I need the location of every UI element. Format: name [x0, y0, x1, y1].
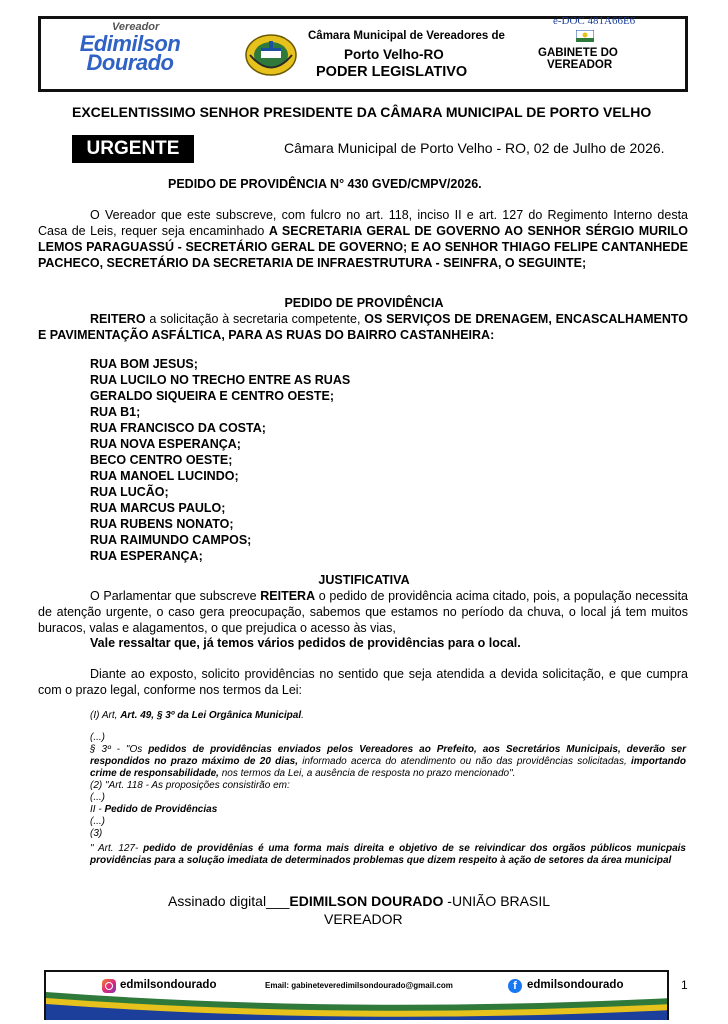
street-item: RUA FRANCISCO DA COSTA; — [90, 421, 266, 435]
justification-paragraph: O Parlamentar que subscreve REITERA o pedido de providência acima citado, pois, a população necessita de atenção urgente, o caso gera preocupação, sabemos que estamos no período da chuva, o local já tem muitos buracos, valas e alagamentos, o que prejudica o acesso às vias, — [38, 589, 688, 635]
law-reference-1: (I) Art, Art. 49, § 3º da Lei Orgânica Municipal. — [90, 710, 304, 721]
street-item: RUA LUCÃO; — [90, 485, 169, 499]
conclusion-paragraph: Diante ao exposto, solicito providências no sentido que seja atendida a devida solicitação, e que cumpra com o prazo legal, conforme nos termos da Lei: — [38, 667, 688, 697]
law-reference-3: (3) — [90, 828, 103, 839]
chamber-seal-icon — [244, 32, 298, 78]
flag-swoosh-icon — [46, 988, 669, 1020]
addressee: EXCELENTISSIMO SENHOR PRESIDENTE DA CÂMARA MUNICIPAL DE PORTO VELHO — [72, 104, 652, 120]
logo-subtitle: Vereador — [112, 21, 160, 33]
street-item: RUA LUCILO NO TRECHO ENTRE AS RUAS — [90, 373, 351, 387]
section-title-justification: JUSTIFICATIVA — [318, 573, 410, 587]
street-item: RUA MARCUS PAULO; — [90, 501, 226, 515]
intro-paragraph: O Vereador que este subscreve, com fulcro no art. 118, inciso II e art. 127 do Regimento Interno desta Casa de Leis, requer seja encaminhado A SECRETARIA GERAL DE GOVERNO AO SENHOR SÉRGIO MURILO LEMOS PARAGUASSÚ - SECRETÁRIO GERAL DE GOVERNO; E AO SENHOR THIAGO FELIPE CANTANHEDE PACHECO, SECRETÁRIO DA SECRETARIA DE INFRAESTRUTURA - SEINFRA, O SEGUINTE; — [38, 208, 689, 270]
office-label-2: VEREADOR — [547, 59, 613, 71]
law-text-art-127: " Art. 127- pedido de providênias é uma forma mais direita e objetivo de se reivindicar dos orgãos públicos municpais providências para a solução imediata de determinados problemas que dizem respeito à ação de setores da área municipal — [90, 843, 686, 866]
street-item: RUA RAIMUNDO CAMPOS; — [90, 533, 252, 547]
signature-line: Assinado digital___EDIMILSON DOURADO -UNIÃO BRASIL — [168, 893, 551, 909]
law-text-paragraph-3: § 3º - "Os pedidos de providências enviados pelos Vereadores ao Prefeito, aos Secretários Municipais, deverão ser respondidos no prazo máximo de 20 dias, informado acerca do atendimento ou não das providências solicitadas, importando crime de responsabilidade, nos termos da Lei, a ausência de resposta no prazo mencionado". — [90, 744, 687, 779]
city-flag-icon — [576, 30, 594, 42]
street-item: BECO CENTRO OESTE; — [90, 453, 233, 467]
instagram-handle: edmilsondourado — [120, 979, 217, 991]
chamber-name: Câmara Municipal de Vereadores de — [308, 30, 505, 42]
office-label-1: GABINETE DO — [538, 47, 618, 59]
footer-banner — [44, 970, 669, 1020]
law-item-2: II - Pedido de Providências — [90, 804, 218, 815]
emphasis-line: Vale ressaltar que, já temos vários pedidos de providências para o local. — [90, 636, 521, 650]
urgent-badge: URGENTE — [72, 135, 194, 163]
edoc-code: e-DOC 481A66E6 — [553, 15, 636, 27]
instagram-icon — [102, 979, 116, 993]
facebook-icon: f — [508, 979, 522, 993]
street-item: RUA RUBENS NONATO; — [90, 517, 234, 531]
ellipsis: (...) — [90, 792, 105, 803]
councilor-logo: Edimilson Dourado — [79, 31, 181, 75]
place-date: Câmara Municipal de Porto Velho - RO, 02 de Julho de 2026. — [284, 140, 665, 156]
chamber-city: Porto Velho-RO — [344, 47, 444, 62]
request-title: PEDIDO DE PROVIDÊNCIA N° 430 GVED/CMPV/2026. — [168, 177, 482, 191]
section-title-request: PEDIDO DE PROVIDÊNCIA — [284, 296, 444, 310]
signer-role: VEREADOR — [324, 911, 403, 927]
street-item: RUA MANOEL LUCINDO; — [90, 469, 239, 483]
contact-email: Email: gabineteveredimilsondourado@gmail.com — [265, 981, 453, 990]
street-item: GERALDO SIQUEIRA E CENTRO OESTE; — [90, 389, 335, 403]
facebook-handle: edmilsondourado — [527, 979, 624, 991]
street-item: RUA BOM JESUS; — [90, 357, 198, 371]
legislative-branch: PODER LEGISLATIVO — [316, 64, 468, 80]
ellipsis: (...) — [90, 732, 105, 743]
page-number: 1 — [681, 978, 688, 992]
street-item: RUA ESPERANÇA; — [90, 549, 203, 563]
reitero-paragraph: REITERO a solicitação à secretaria competente, OS SERVIÇOS DE DRENAGEM, ENCASCALHAMENTO E PAVIMENTAÇÃO ASFÁLTICA, PARA AS RUAS DO BAIRRO CASTANHEIRA: — [38, 312, 689, 342]
street-list — [90, 356, 350, 564]
street-item: RUA NOVA ESPERANÇA; — [90, 437, 241, 451]
street-item: RUA B1; — [90, 405, 141, 419]
law-reference-2: (2) "Art. 118 - As proposições consistirão em: — [90, 780, 290, 791]
ellipsis: (...) — [90, 816, 105, 827]
